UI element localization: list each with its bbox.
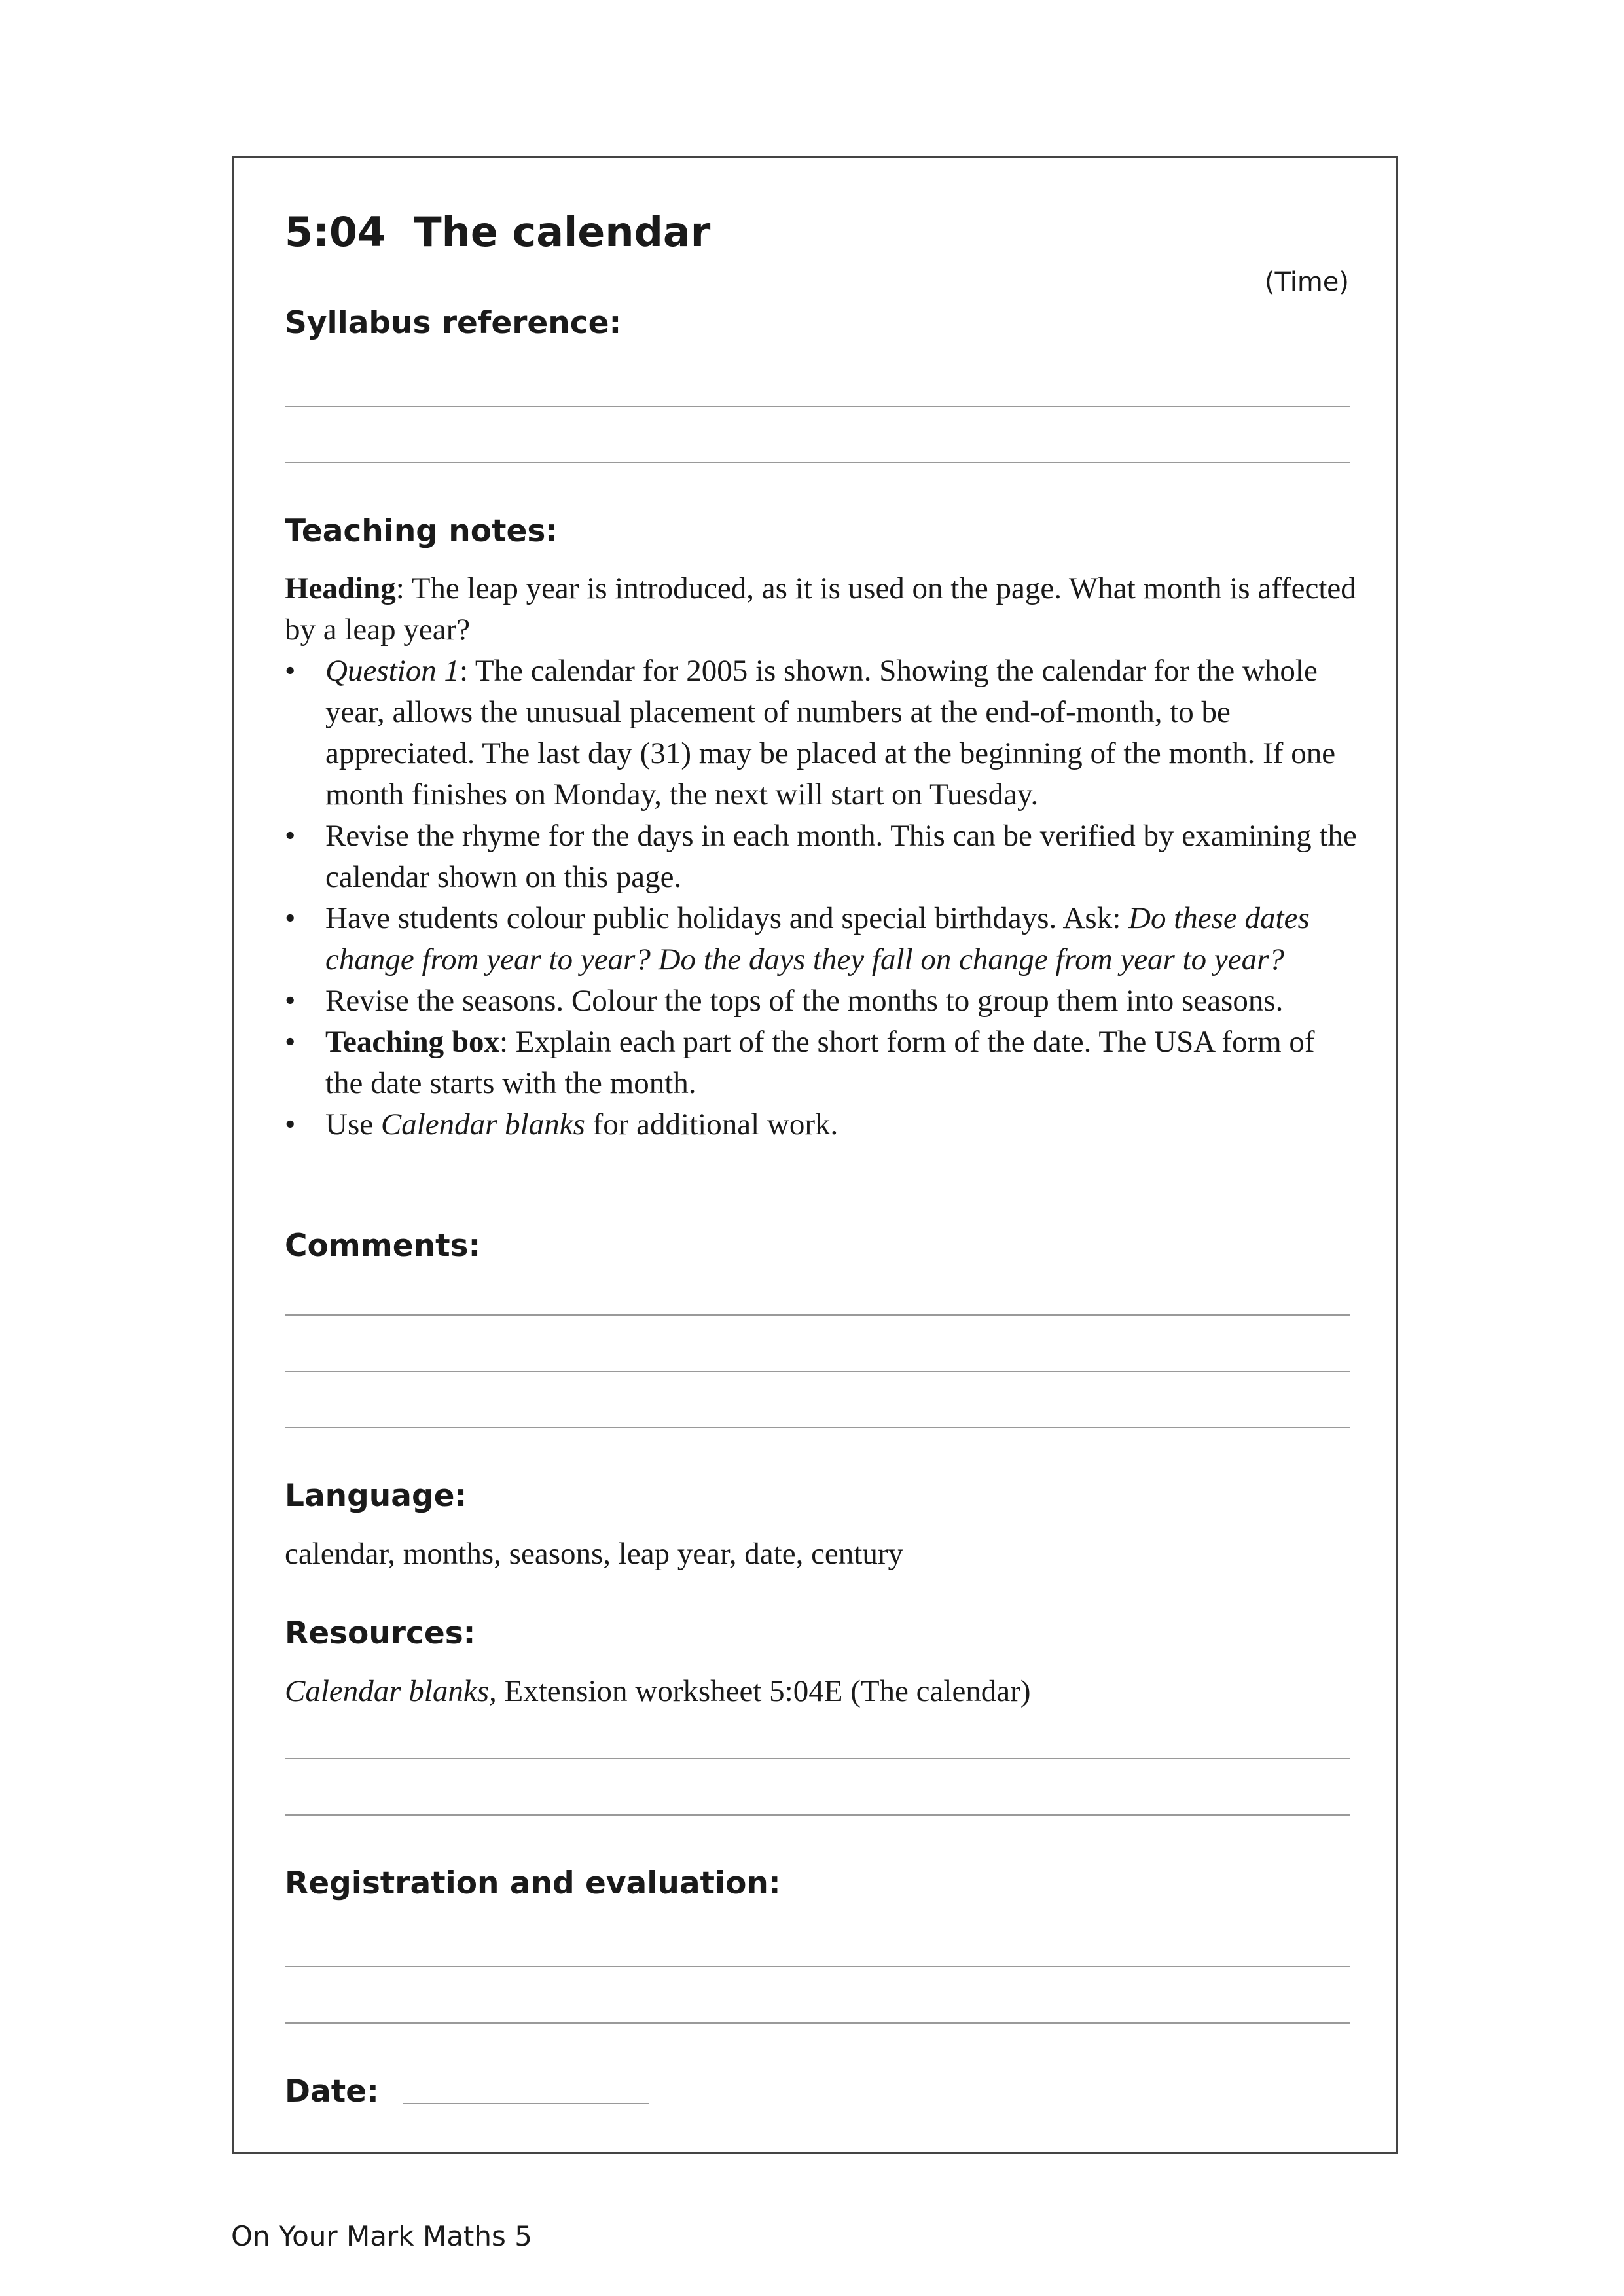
- notes-list: [285, 651, 1358, 1145]
- comments-line-3: [285, 1427, 1350, 1428]
- teaching-notes-heading: Teaching notes:: [285, 513, 558, 549]
- list-item: [285, 980, 1358, 1022]
- date-label: Date:: [285, 2073, 379, 2109]
- list-item: [285, 898, 1358, 980]
- holidays-text: Have students colour public holidays and special birthdays. Ask:: [325, 901, 1129, 935]
- syllabus-line-2: [285, 462, 1350, 463]
- holidays-question: Do these dates change from year to year? Do the days they fall on change from year to year?: [325, 901, 1310, 977]
- list-item: [285, 1022, 1358, 1104]
- date-line: [403, 2103, 649, 2104]
- registration-heading: Registration and evaluation:: [285, 1865, 781, 1901]
- language-heading: Language:: [285, 1478, 467, 1514]
- registration-line-2: [285, 2022, 1350, 2024]
- list-item: [285, 1104, 1358, 1145]
- intro-text: : The leap year is introduced, as it is used on the page. What month is affected by a leap year?: [285, 571, 1356, 647]
- page-border: [232, 156, 1398, 2154]
- resources-line-2: [285, 1814, 1350, 1816]
- seasons-text: Revise the seasons. Colour the tops of the months to group them into seasons.: [325, 984, 1284, 1018]
- teaching-notes: [285, 568, 1358, 1145]
- use-text: Use: [325, 1107, 381, 1141]
- resources-heading: Resources:: [285, 1615, 476, 1651]
- page-title: 5:04 The calendar: [285, 208, 711, 256]
- rhyme-text: Revise the rhyme for the days in each month. This can be verified by examining the calendar shown on this page.: [325, 819, 1357, 894]
- footer: On Your Mark Maths 5: [231, 2220, 532, 2252]
- teaching-box-label: Teaching box: [325, 1025, 499, 1059]
- resources-italic: Calendar blanks,: [285, 1674, 497, 1708]
- language-text: calendar, months, seasons, leap year, date, century: [285, 1537, 904, 1571]
- comments-line-1: [285, 1314, 1350, 1316]
- list-item: [285, 816, 1358, 898]
- resources-rest: Extension worksheet 5:04E (The calendar): [496, 1674, 1031, 1708]
- resources-text: [285, 1671, 1030, 1712]
- registration-line-1: [285, 1966, 1350, 1967]
- use-text-end: for additional work.: [585, 1107, 839, 1141]
- calendar-blanks-ref: Calendar blanks: [380, 1107, 585, 1141]
- time-label: (Time): [1264, 267, 1349, 297]
- notes-intro: [285, 568, 1358, 651]
- resources-line-1: [285, 1758, 1350, 1759]
- syllabus-heading: Syllabus reference:: [285, 305, 622, 341]
- intro-bold: Heading: [285, 571, 396, 605]
- syllabus-line-1: [285, 406, 1350, 407]
- q1-text: : The calendar for 2005 is shown. Showing the calendar for the whole year, allows the unusual placement of numbers at the end-of-month, to be appreciated. The last day (31) may be placed at the beginning of the month. If one month finishes on Monday, the next will start on Tuesday.: [325, 654, 1336, 812]
- q1-label: Question 1: [325, 654, 460, 688]
- teaching-box-text: : Explain each part of the short form of the date. The USA form of the date starts with the month.: [325, 1025, 1315, 1100]
- list-item: [285, 651, 1358, 816]
- comments-line-2: [285, 1371, 1350, 1372]
- comments-heading: Comments:: [285, 1228, 481, 1264]
